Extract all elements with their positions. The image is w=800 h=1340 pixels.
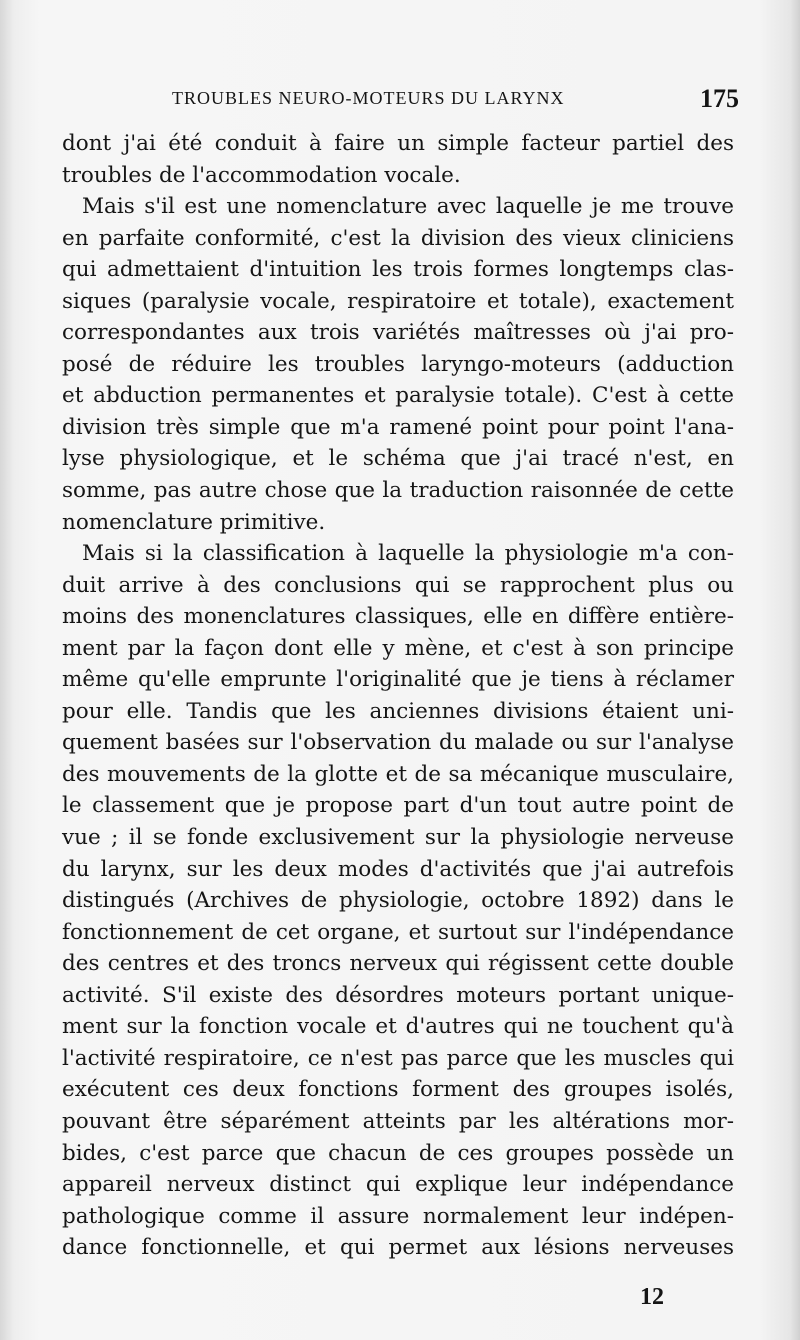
text-line: Mais si la classification à laquelle la physiologie m'a con-: [82, 541, 734, 567]
text-line: dance fonctionnelle, et qui permet aux lésions nerveuses: [62, 1235, 734, 1261]
text-line: du larynx, sur les deux modes d'activités que j'ai autrefois: [62, 856, 734, 882]
text-line: vue ; il se fonde exclusivement sur la physiologie nerveuse: [62, 825, 734, 851]
text-line: distingués (Archives de physiologie, octobre 1892) dans le: [62, 888, 734, 914]
running-title: TROUBLES NEURO-MOTEURS DU LARYNX: [172, 88, 565, 108]
text-line: ment par la façon dont elle y mène, et c'est à son principe: [62, 635, 734, 661]
text-line: qui admettaient d'intuition les trois formes longtemps clas-: [62, 257, 734, 283]
text-line: dont j'ai été conduit à faire un simple facteur partiel des: [62, 131, 734, 156]
text-line: troubles de l'accommodation vocale.: [62, 162, 461, 188]
text-line: le classement que je propose part d'un tout autre point de: [62, 793, 734, 819]
text-line: en parfaite conformité, c'est la division des vieux cliniciens: [62, 225, 734, 251]
text-line: ment sur la fonction vocale et d'autres qui ne touchent qu'à: [62, 1014, 734, 1040]
text-line: pouvant être séparément atteints par les altérations mor-: [62, 1108, 734, 1134]
text-line: fonctionnement de cet organe, et surtout sur l'indépendance: [62, 919, 734, 945]
text-line: quement basées sur l'observation du malade ou sur l'analyse: [62, 730, 734, 756]
text-line: bides, c'est parce que chacun de ces groupes possède un: [62, 1140, 734, 1166]
text-line: et abduction permanentes et paralysie totale). C'est à cette: [62, 383, 734, 409]
body-text: [62, 128, 734, 1264]
text-line: posé de réduire les troubles laryngo-moteurs (adduction: [62, 351, 734, 377]
text-line: correspondantes aux trois variétés maîtresses où j'ai pro-: [62, 320, 734, 346]
text-line: siques (paralysie vocale, respiratoire et totale), exactement: [62, 288, 734, 314]
text-line: des mouvements de la glotte et de sa mécanique musculaire,: [62, 761, 734, 787]
signature-mark: 12: [640, 1284, 664, 1310]
text-line: pour elle. Tandis que les anciennes divisions étaient uni-: [62, 698, 734, 724]
text-line: appareil nerveux distinct qui explique leur indépendance: [62, 1172, 734, 1198]
text-line: nomenclature primitive.: [62, 509, 326, 535]
text-line: moins des monenclatures classiques, elle en diffère entière-: [62, 604, 734, 630]
text-line: pathologique comme il assure normalement leur indépen-: [62, 1203, 734, 1229]
text-line: lyse physiologique, et le schéma que j'ai tracé n'est, en: [62, 446, 734, 472]
text-line: duit arrive à des conclusions qui se rapprochent plus ou: [62, 572, 734, 598]
text-line: division très simple que m'a ramené point pour point l'ana-: [62, 414, 734, 440]
text-line: des centres et des troncs nerveux qui régissent cette double: [62, 951, 734, 977]
text-line: l'activité respiratoire, ce n'est pas parce que les muscles qui: [62, 1045, 734, 1071]
text-line: exécutent ces deux fonctions forment des groupes isolés,: [62, 1077, 734, 1103]
text-line: activité. S'il existe des désordres moteurs portant unique-: [62, 982, 734, 1008]
text-line: Mais s'il est une nomenclature avec laquelle je me trouve: [82, 194, 734, 220]
text-line: même qu'elle emprunte l'originalité que je tiens à réclamer: [62, 667, 734, 693]
page-number: 175: [700, 84, 739, 113]
text-line: somme, pas autre chose que la traduction raisonnée de cette: [62, 478, 734, 504]
